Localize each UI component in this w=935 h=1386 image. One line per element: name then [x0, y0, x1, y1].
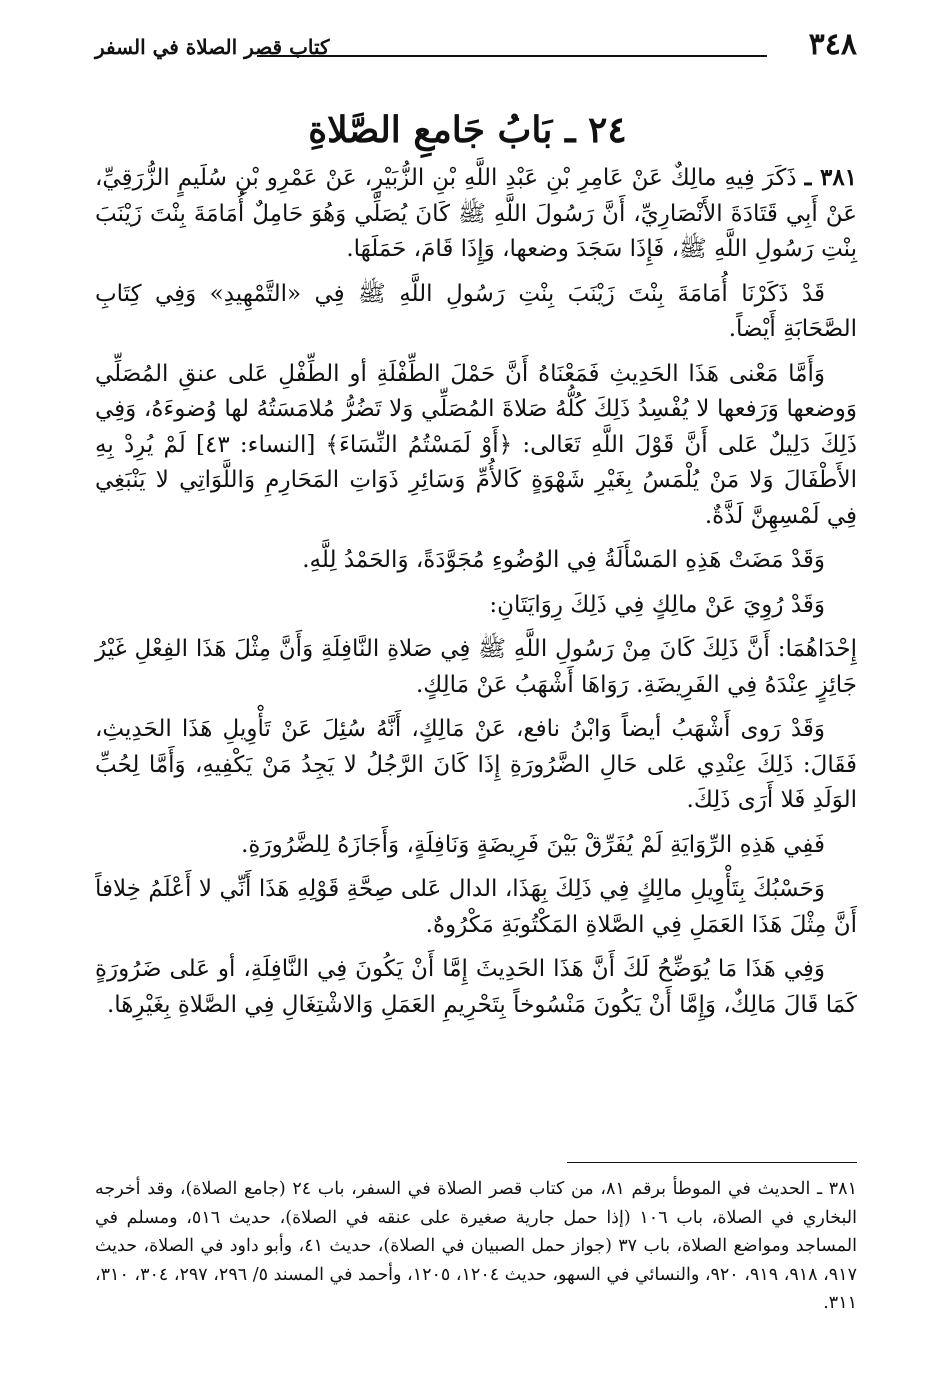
running-header: [95, 26, 857, 66]
paragraph: وَفِي هَذَا مَا يُوَضِّحُ لَكَ أَنَّ هَذَا الحَدِيثَ إِمَّا أَنْ يَكُونَ فِي النَّافِلَةِ، أو عَلى ضَرُورَةٍ كَمَا قَالَ مَالِكٌ، وَإِمَّا أَنْ يَكُونَ مَنْسُوخاً بِتَحْرِيمِ العَمَلِ وَالاشْتِغَالِ فِي الصَّلاةِ بِغَيْرِهَا.: [95, 956, 857, 1018]
book-title: كتاب قصر الصلاة في السفر: [95, 35, 330, 59]
chapter-title: ٢٤ ـ بَابُ جَامعِ الصَّلاةِ: [308, 109, 627, 151]
paragraph: وَحَسْبُكَ بِتَأْوِيلِ مالِكٍ فِي ذَلِكَ بِهَذَا، الدال عَلى صِحَّةِ قَوْلِهِ هَذَا أَنِّي لا أَعْلَمُ خِلافاً أَنَّ مِثْلَ هَذَا العَمَلِ فِي الصَّلاةِ المَكْتُوبَةِ مَكْرُوهٌ.: [95, 876, 857, 938]
paragraph: قَدْ ذَكَرْنَا أُمَامَةَ بِنْتَ زَيْنَبَ بِنْتِ رَسُولِ اللَّهِ ﷺ فِي «التَّمْهِيدِ» وَفِي كِتَابِ الصَّحَابَةِ أَيْضاً.: [95, 280, 857, 342]
paragraph: وَأَمَّا مَعْنى هَذَا الحَدِيثِ فَمَعْنَاهُ أَنَّ حَمْلَ الطِّفْلَةِ أو الطِّفْلِ عَلى عنقِ المُصَلِّي وَوضعها وَرَفعها لا يُفْسِدُ ذَلِكَ كُلُّهُ صَلاةَ المُصَلِّي وَلا تَضُرُّ مُلامَسَتُهُ لها وُضوءَهُ، وَفِي ذَلِكَ دَلِيلٌ عَلى أَنَّ قَوْلَ اللَّهِ تَعَالى: ﴿أَوْ لَمَسْتُمُ النِّسَاءَ﴾ [النساء: ٤٣] لَمْ يُرِدْ بِهِ الأَطْفَالَ وَلا مَنْ يُلْمَسُ بِغَيْرِ شَهْوَةٍ كَالأُمِّ وَسَائِرِ ذَوَاتِ المَحَارِمِ وَاللَّوَاتِي لا يَنْبَغِي فِي لَمْسِهِنَّ لَذَّةٌ.: [95, 360, 857, 529]
paragraph: فَفِي هَذِهِ الرِّوَايَةِ لَمْ يُفَرِّقْ بَيْنَ فَرِيضَةٍ وَنَافِلَةٍ، وَأَجَازَهُ لِلضَّرُورَةِ.: [241, 831, 825, 858]
hadith-paragraph: [95, 160, 857, 268]
page-number: ٣٤٨: [808, 27, 857, 62]
footnote-rule: [567, 1162, 857, 1163]
footnote-text: ٣٨١ ـ الحديث في الموطأ برقم ٨١، من كتاب قصر الصلاة في السفر، باب ٢٤ (جامع الصلاة)، وقد أخرجه البخاري في الصلاة، باب ١٠٦ (إذا حمل جارية صغيرة على عنقه في الصلاة)، حديث ٥١٦، ومسلم في المساجد ومواضع الصلاة، باب ٣٧ (جواز حمل الصبيان في الصلاة)، حديث ٤١، وأبو داود في الصلاة، حديث ٩١٧، ٩١٨، ٩١٩، ٩٢٠، والنسائي في السهو، حديث ١٢٠٤، ١٢٠٥، وأحمد في المسند ٥/ ٢٩٦، ٢٩٧، ٣٠٤، ٣١٠، ٣١١.: [95, 1179, 857, 1313]
paragraph: وَقَدْ مَضَتْ هَذِهِ المَسْأَلَةُ فِي الوُضُوءِ مُجَوَّدَةً، وَالحَمْدُ لِلَّهِ.: [302, 547, 825, 573]
header-rule: [257, 55, 767, 57]
main-text: [95, 160, 857, 1032]
paragraph: وَقَدْ رَوى أَشْهَبُ أيضاً وَابْنُ نافع، عَنْ مَالِكٍ، أَنَّهُ سُئِلَ عَنْ تَأْوِيلِ هَذَا الحَدِيثِ، فَقَالَ: ذَلِكَ عِنْدِي عَلى حَالِ الضَّرُورَةِ إِذَا كَانَ الرَّجُلُ لا يَجِدُ مَنْ يَكْفِيهِ، وَأَمَّا لِحُبِّ الوَلَدِ فَلا أَرَى ذَلِكَ.: [95, 716, 857, 813]
paragraph: إِحْدَاهُمَا: أَنَّ ذَلِكَ كَانَ مِنْ رَسُولِ اللَّهِ ﷺ فِي صَلاةِ النَّافِلَةِ وَأَنَّ مِثْلَ هَذَا الفِعْلِ غَيْرُ جَائِزٍ عِنْدَهُ فِي الفَرِيضَةِ. رَوَاهَا أَشْهَبُ عَنْ مَالِكٍ.: [95, 636, 857, 698]
hadith-number: ٣٨١ ـ: [804, 164, 858, 191]
paragraph: وَقَدْ رُوِيَ عَنْ مالِكٍ فِي ذَلِكَ رِوَايَتَانِ:: [489, 591, 825, 618]
hadith-text: ذَكَرَ فِيهِ مالِكٌ عَنْ عَامِرِ بْنِ عَبْدِ اللَّهِ بْنِ الزُّبَيْرِ، عَنْ عَمْرِو بْنِ سُلَيمٍ الزُّرَقِيِّ، عَنْ أَبِي قَتَادَةَ الأَنْصَارِيِّ، أَنَّ رَسُولَ اللَّهِ ﷺ كَانَ يُصَلِّي وَهُوَ حَامِلٌ أُمَامَةَ بِنْتَ زَيْنَبَ بِنْتِ رَسُولِ اللَّهِ ﷺ، فَإِذَا سَجَدَ وضعها، وَإِذَا قَامَ، حَمَلَهَا.: [95, 165, 857, 262]
footnote: [95, 1175, 857, 1318]
